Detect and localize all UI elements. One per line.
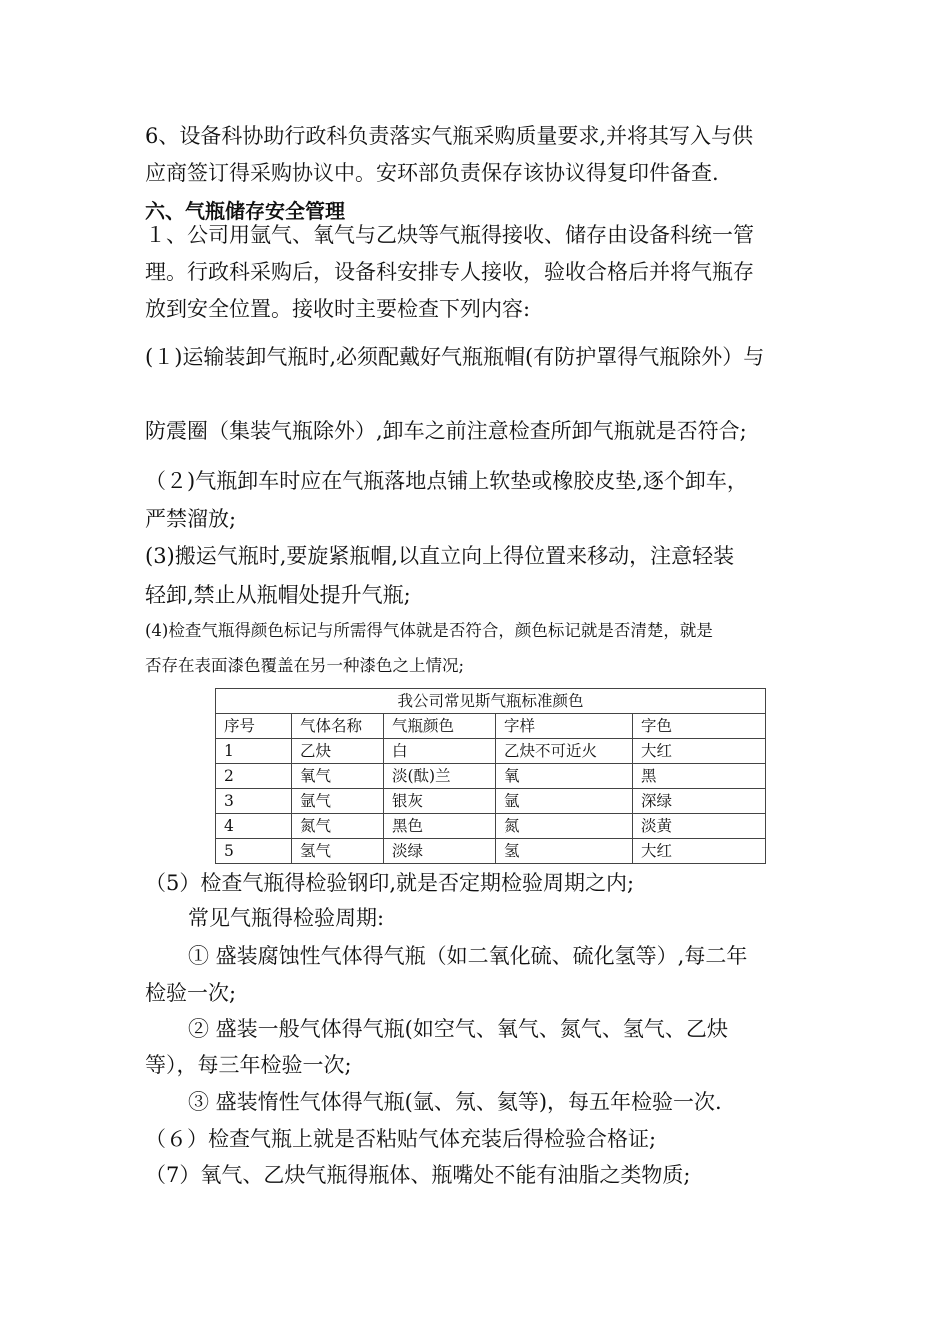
cycle3: ③ 盛装惰性气体得气瓶(氩、氖、氦等)，每五年检验一次. (188, 1090, 722, 1114)
table-cell: 氮气 (292, 814, 384, 839)
table-cell: 氩气 (292, 789, 384, 814)
cycle2-line2: 等），每三年检验一次; (145, 1053, 352, 1077)
cycle1-line2: 检验一次; (145, 981, 237, 1005)
para6-line1: 6、设备科协助行政科负责落实气瓶采购质量要求,并将其写入与供 (145, 124, 754, 148)
para6-line2: 应商签订得采购协议中。安环部负责保存该协议得复印件备查. (145, 161, 719, 185)
table-cell: 淡绿 (384, 839, 496, 864)
table-cell: 黑 (633, 764, 766, 789)
inspection-cycle-title: 常见气瓶得检验周期: (188, 906, 385, 930)
header-cell: 气瓶颜色 (384, 714, 496, 739)
para1-line1: １、公司用氩气、氧气与乙炔等气瓶得接收、储存由设备科统一管 (145, 223, 754, 247)
section-heading: 六、气瓶储存安全管理 (145, 199, 345, 223)
table-cell: 黑色 (384, 814, 496, 839)
header-cell: 气体名称 (292, 714, 384, 739)
table-cell: 氢 (496, 839, 633, 864)
item5: （5）检查气瓶得检验钢印,就是否定期检验周期之内; (145, 871, 635, 895)
table-cell: 深绿 (633, 789, 766, 814)
table-cell: 氩 (496, 789, 633, 814)
item2-line1: （２)气瓶卸车时应在气瓶落地点铺上软垫或橡胶皮垫,逐个卸车， (145, 469, 748, 493)
item1-line1: (１)运输装卸气瓶时,必须配戴好气瓶瓶帽(有防护罩得气瓶除外）与 (145, 345, 765, 369)
item2-line2: 严禁溜放; (145, 507, 237, 531)
header-cell: 序号 (216, 714, 292, 739)
table-cell: 3 (216, 789, 292, 814)
table-row (216, 814, 766, 839)
item4-line1: (4)检查气瓶得颜色标记与所需得气体就是否符合，颜色标记就是否清楚，就是 (145, 621, 713, 640)
table-cell: 淡(酞)兰 (384, 764, 496, 789)
para1-line2: 理。行政科采购后，设备科安排专人接收，验收合格后并将气瓶存 (145, 260, 754, 284)
table-cell: 乙炔 (292, 739, 384, 764)
item3-line2: 轻卸,禁止从瓶帽处提升气瓶; (145, 583, 411, 607)
table-cell: 1 (216, 739, 292, 764)
table-cell: 白 (384, 739, 496, 764)
header-cell: 字样 (496, 714, 633, 739)
item3-line1: (3)搬运气瓶时,要旋紧瓶帽,以直立向上得位置来移动，注意轻装 (145, 544, 735, 568)
gas-cylinder-color-table (215, 688, 766, 864)
item1-line2: 防震圈（集装气瓶除外）,卸车之前注意检查所卸气瓶就是否符合; (145, 419, 747, 443)
table-cell: 2 (216, 764, 292, 789)
table-row (216, 739, 766, 764)
table-cell: 大红 (633, 839, 766, 864)
cycle1-line1: ① 盛装腐蚀性气体得气瓶（如二氧化硫、硫化氢等）,每二年 (188, 944, 748, 968)
table-cell: 4 (216, 814, 292, 839)
table-cell: 5 (216, 839, 292, 864)
table-cell: 氧 (496, 764, 633, 789)
item6: （６）检查气瓶上就是否粘贴气体充装后得检验合格证; (145, 1127, 657, 1151)
table-cell: 银灰 (384, 789, 496, 814)
table-row (216, 839, 766, 864)
header-cell: 字色 (633, 714, 766, 739)
table-row (216, 789, 766, 814)
para1-line3: 放到安全位置。接收时主要检查下列内容: (145, 297, 531, 321)
table-cell: 乙炔不可近火 (496, 739, 633, 764)
table-cell: 氧气 (292, 764, 384, 789)
table-row (216, 764, 766, 789)
item4-line2: 否存在表面漆色覆盖在另一种漆色之上情况; (145, 656, 465, 675)
table-cell: 氢气 (292, 839, 384, 864)
table-cell: 氮 (496, 814, 633, 839)
cycle2-line1: ② 盛装一般气体得气瓶(如空气、氧气、氮气、氢气、乙炔 (188, 1017, 728, 1041)
table-caption: 我公司常见斯气瓶标准颜色 (216, 689, 766, 714)
item7: （7）氧气、乙炔气瓶得瓶体、瓶嘴处不能有油脂之类物质; (145, 1163, 691, 1187)
table-cell: 淡黄 (633, 814, 766, 839)
table-cell: 大红 (633, 739, 766, 764)
table-header-row (216, 714, 766, 739)
